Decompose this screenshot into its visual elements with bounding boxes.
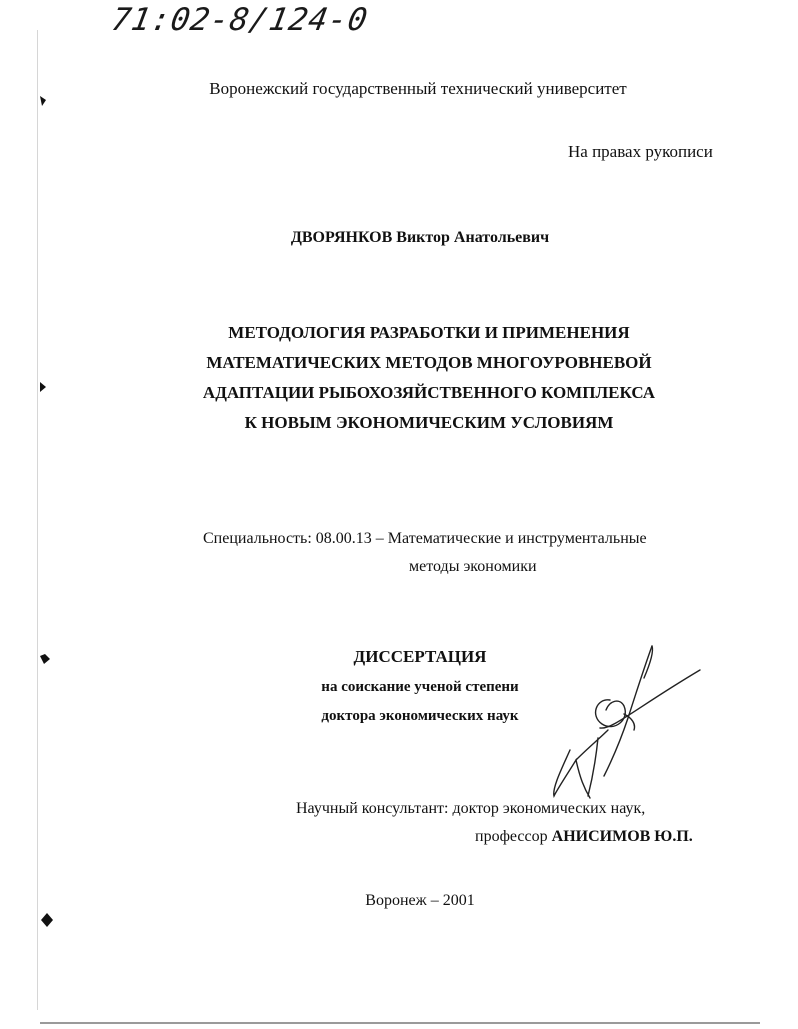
title-line: К НОВЫМ ЭКОНОМИЧЕСКИМ УСЛОВИЯМ xyxy=(244,413,614,432)
dissertation-title xyxy=(109,318,749,438)
dissertation-label: ДИССЕРТАЦИЯ xyxy=(353,647,487,666)
title-line: МАТЕМАТИЧЕСКИХ МЕТОДОВ МНОГОУРОВНЕВОЙ xyxy=(206,353,652,372)
consultant-line-2 xyxy=(475,828,693,846)
scan-dot-mark xyxy=(40,912,54,928)
degree-line-2: доктора экономических наук xyxy=(321,708,519,724)
scan-dot-mark xyxy=(38,652,52,666)
scan-left-edge xyxy=(37,30,38,1010)
scan-bottom-line xyxy=(40,1022,760,1024)
city-year: Воронеж – 2001 xyxy=(365,892,475,909)
title-line: МЕТОДОЛОГИЯ РАЗРАБОТКИ И ПРИМЕНЕНИЯ xyxy=(228,323,630,342)
title-line: АДАПТАЦИИ РЫБОХОЗЯЙСТВЕННОГО КОМПЛЕКСА xyxy=(202,383,656,402)
consultant-line-1: Научный консультант: доктор экономических наук, xyxy=(296,800,646,817)
specialty-line-1: Специальность: 08.00.13 – Математические и инструментальные xyxy=(203,530,647,547)
signature xyxy=(540,638,710,808)
manuscript-rights-note: На правах рукописи xyxy=(568,142,713,161)
consultant-name: АНИСИМОВ Ю.П. xyxy=(551,828,693,845)
scan-dot-mark xyxy=(38,380,48,394)
degree-line-1: на соискание ученой степени xyxy=(321,679,519,695)
author-name: ДВОРЯНКОВ Виктор Анатольевич xyxy=(290,229,550,246)
consultant-title: профессор xyxy=(475,828,548,845)
specialty-line-2: методы экономики xyxy=(409,558,537,575)
archive-code: 71:02-8/124-0 xyxy=(108,2,371,38)
university-name: Воронежский государственный технический университет xyxy=(209,79,627,98)
scan-dot-mark xyxy=(38,94,48,108)
